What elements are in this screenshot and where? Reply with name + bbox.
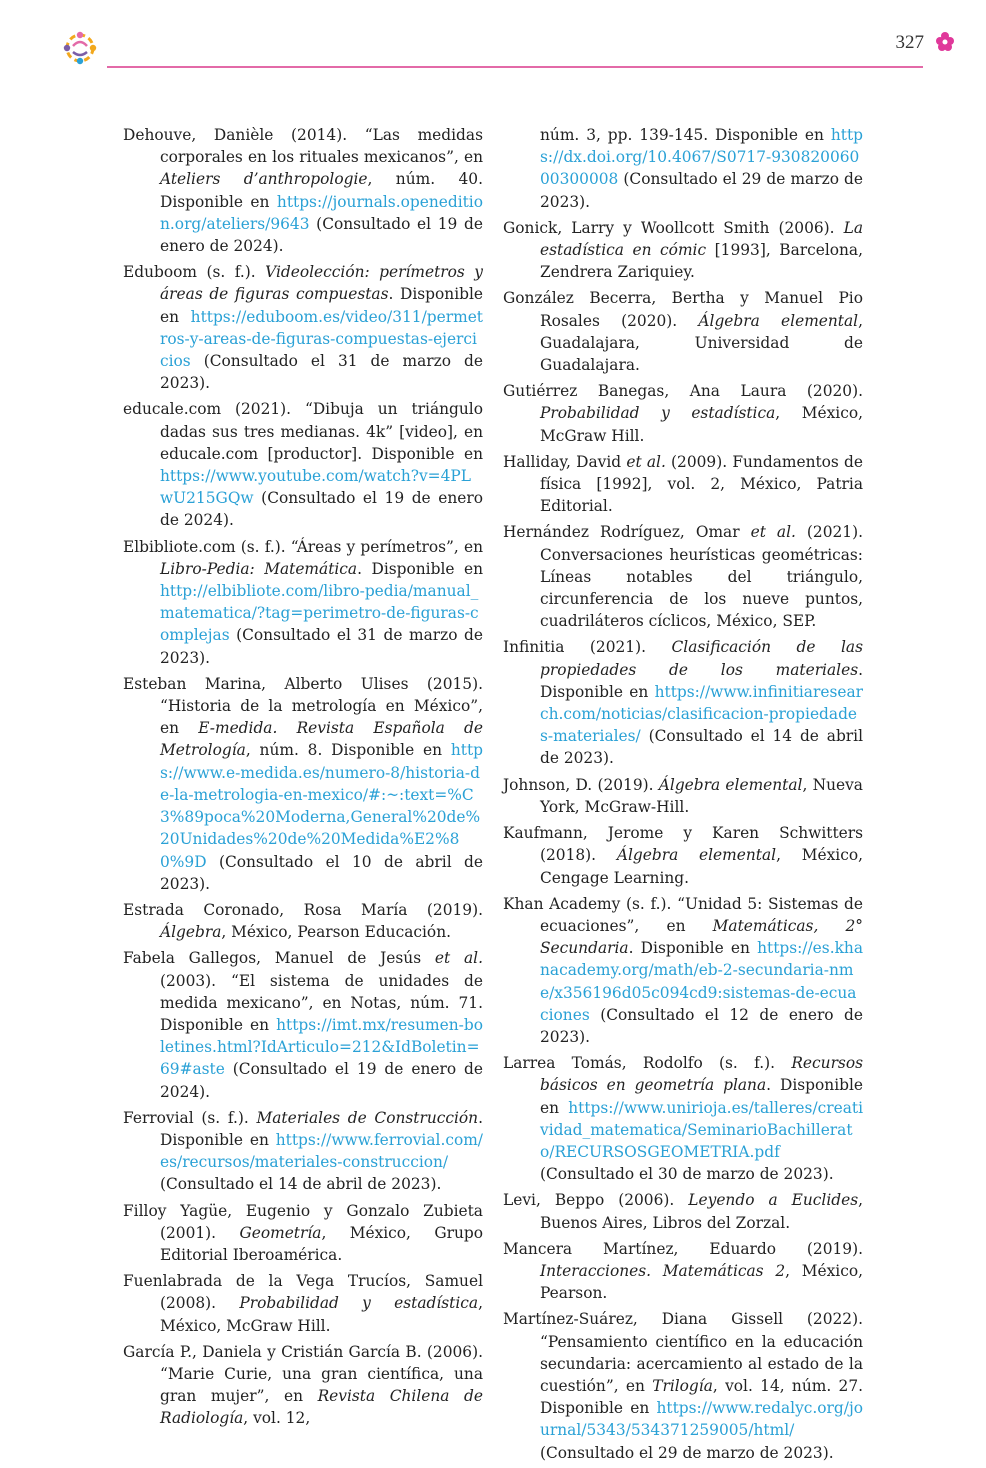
reference-text: . Disponible en [540, 660, 863, 701]
reference-text: Dehouve, Danièle (2014). “Las medidas corporales en los rituales mexicanos”, en [123, 126, 483, 167]
reference-text: (2021). Conversaciones heurísticas geométricas: Líneas notables del triángulo, circunferencia de los nueve puntos, cuadriláteros cíclicos, México, SEP. [540, 523, 863, 631]
reference-link[interactable]: https://www.redalyc.org/journal/5343/534371259005/html/ [540, 1399, 863, 1440]
reference-entry [503, 124, 863, 213]
reference-text: , México, McGraw Hill. [540, 404, 863, 445]
reference-text: Infinitia (2021). [503, 638, 672, 657]
reference-title: Álgebra elemental [616, 846, 777, 865]
reference-text: Gonick, Larry y Woollcott Smith (2006). [503, 218, 844, 237]
reference-text: , México, Pearson Educación. [221, 923, 451, 942]
reference-text: , México, Cengage Learning. [540, 846, 863, 887]
reference-text: Kaufmann, Jerome y Karen Schwitters (2018). [503, 824, 863, 865]
reference-entry [503, 380, 863, 447]
reference-text: Larrea Tomás, Rodolfo (s. f.). [503, 1054, 792, 1073]
reference-text: Hernández Rodríguez, Omar [503, 523, 751, 542]
reference-entry [123, 1107, 483, 1196]
reference-text: Esteban Marina, Alberto Ulises (2015). “Historia de la metrología en México”, en [123, 674, 483, 738]
reference-title: Libro-Pedia: Matemática [160, 559, 358, 578]
reference-entry [503, 893, 863, 1048]
reference-link[interactable]: https://journals.openedition.org/ateliers/9643 [160, 192, 483, 233]
reference-text: (Consultado el 30 de marzo de 2023). [540, 1165, 834, 1184]
reference-text: Mancera Martínez, Eduardo (2019). [503, 1239, 863, 1258]
reference-link[interactable]: https://www.unirioja.es/talleres/creatividad_matematica/SeminarioBachillerato/RECURSOSGEOMETRIA.pdf [540, 1098, 863, 1161]
reference-title: Leyendo a Euclides [688, 1191, 859, 1210]
reference-title: La estadística en cómic [540, 218, 863, 260]
reference-text: Johnson, D. (2019). [503, 775, 659, 794]
reference-text: educale.com (2021). “Dibuja un triángulo dadas sus tres medianas. 4k” [video], en educale.com [productor]. Disponible en [123, 400, 483, 463]
reference-title: Matemáticas, 2° Secundaria [540, 916, 863, 958]
reference-text: (Consultado el 29 de marzo de 2023). [540, 170, 863, 211]
reference-text: . Disponible en [160, 285, 484, 326]
reference-text: González Becerra, Bertha y Manuel Pio Rosales (2020). [503, 289, 863, 330]
reference-text: Filloy Yagüe, Eugenio y Gonzalo Zubieta (2001). [123, 1201, 483, 1242]
reference-entry [123, 1200, 483, 1267]
reference-entry [503, 636, 863, 769]
reference-text: (Consultado el 14 de abril de 2023). [160, 1175, 442, 1194]
reference-text: García P., Daniela y Cristián García B. (2006). “Marie Curie, una gran científica, una gran mujer”, en [123, 1342, 483, 1406]
reference-link[interactable]: https://dx.doi.org/10.4067/S0717-93082006000300008 [540, 126, 863, 189]
reference-title: Álgebra elemental [658, 775, 803, 794]
reference-text: (Consultado el 19 de enero de 2024). [160, 214, 483, 256]
reference-entry [123, 673, 483, 895]
reference-title: et al. [434, 949, 483, 968]
reference-title: Materiales de Construcción [256, 1108, 479, 1127]
reference-text: . Disponible en [540, 1076, 864, 1117]
reference-entry [123, 947, 483, 1102]
reference-text: , vol. 12, [243, 1409, 311, 1428]
reference-text: , Guadalajara, Universidad de Guadalajara. [540, 311, 863, 375]
reference-text: , México, McGraw Hill. [160, 1294, 483, 1335]
references-left-column [123, 124, 483, 1434]
reference-text: Halliday, David [503, 452, 627, 471]
reference-text: (Consultado el 19 de enero de 2024). [160, 489, 483, 530]
reference-entry [503, 217, 863, 284]
reference-entry [123, 1341, 483, 1430]
reference-text: , México, Pearson. [540, 1261, 863, 1303]
reference-entry [503, 774, 863, 818]
reference-text: (Consultado el 10 de abril de 2023). [160, 852, 483, 893]
header-rule [107, 66, 923, 68]
reference-link[interactable]: https://www.e-medida.es/numero-8/historia-de-la-metrologia-en-mexico/#:~:text=%C3%89poca%20Moderna,General%20de%20Unidades%20de%20Medida%E2%80%9D [160, 741, 483, 871]
reference-entry [123, 124, 483, 257]
reference-text: , Nueva York, McGraw-Hill. [540, 775, 863, 816]
reference-text: (Consultado el 19 de enero de 2024). [160, 1060, 483, 1101]
reference-title: Recursos básicos en geometría plana [540, 1054, 863, 1095]
reference-title: Álgebra elemental [698, 311, 859, 330]
reference-text: , núm. 40. Disponible en [160, 170, 483, 211]
reference-text: , Buenos Aires, Libros del Zorzal. [540, 1191, 864, 1232]
reference-text: Khan Academy (s. f.). “Unidad 5: Sistemas de ecuaciones”, en [503, 894, 863, 935]
reference-title: Clasificación de las propiedades de los materiales [540, 638, 864, 679]
reference-text: (Consultado el 14 de abril de 2023). [540, 727, 863, 768]
reference-title: E-medida. Revista Española de Metrología [160, 719, 483, 760]
reference-text: núm. 3, pp. 139-145. Disponible en [540, 126, 831, 144]
reference-text: (Consultado el 12 de enero de 2023). [540, 1005, 863, 1046]
reference-entry [503, 822, 863, 889]
reference-text: Levi, Beppo (2006). [503, 1191, 689, 1210]
logo-icon [58, 26, 102, 70]
references-right-column [503, 124, 863, 1468]
reference-title: et al. [750, 523, 796, 542]
reference-title: Probabilidad y estadística [540, 404, 776, 423]
reference-text: , México, Grupo Editorial Iberoamérica. [160, 1223, 483, 1264]
reference-text: , vol. 14, núm. 27. Disponible en [540, 1376, 864, 1418]
reference-entry [503, 521, 863, 632]
reference-link[interactable]: http://elbibliote.com/libro-pedia/manual_matematica/?tag=perimetro-de-figuras-complejas [160, 582, 479, 645]
reference-link[interactable]: https://www.infinitiaresearch.com/noticias/clasificacion-propiedades-materiales/ [540, 682, 863, 746]
flower-icon [934, 30, 956, 52]
reference-text: (Consultado el 29 de marzo de 2023). [540, 1443, 834, 1462]
reference-title: Álgebra [160, 923, 222, 942]
reference-text: , núm. 8. Disponible en [245, 741, 451, 760]
reference-entry [503, 1308, 863, 1463]
reference-title: et al. [626, 452, 666, 471]
reference-text: Ferrovial (s. f.). [123, 1108, 257, 1127]
reference-entry [503, 451, 863, 518]
reference-link[interactable]: https://eduboom.es/video/311/permetros-y-areas-de-figuras-compuestas-ejercicios [160, 307, 483, 371]
reference-text: Gutiérrez Banegas, Ana Laura (2020). [503, 382, 863, 401]
reference-entry [503, 1052, 863, 1185]
reference-title: Interacciones. Matemáticas 2 [540, 1261, 786, 1280]
reference-entry [123, 398, 483, 531]
reference-text: (2009). Fundamentos de física [1992], vol. 2, México, Patria Editorial. [540, 452, 863, 516]
reference-title: Trilogía [652, 1376, 713, 1395]
reference-entry [123, 899, 483, 943]
reference-link[interactable]: https://www.ferrovial.com/es/recursos/materiales-construccion/ [160, 1130, 483, 1172]
reference-entry [123, 1270, 483, 1337]
reference-text: Fabela Gallegos, Manuel de Jesús [123, 949, 435, 968]
reference-link[interactable]: https://es.khanacademy.org/math/eb-2-secundaria-nme/x356196d05c094cd9:sistemas-de-ecuaciones [540, 939, 863, 1024]
reference-text: (Consultado el 31 de marzo de 2023). [160, 352, 483, 393]
reference-title: Ateliers d’anthropologie [160, 170, 368, 189]
reference-entry [503, 1238, 863, 1305]
reference-text: Fuenlabrada de la Vega Trucíos, Samuel (2008). [123, 1272, 483, 1313]
reference-text: Martínez-Suárez, Diana Gissell (2022). “Pensamiento científico en la educación secundaria: acercamiento al estado de la cuestión”, en [503, 1310, 863, 1395]
reference-text: [1993], Barcelona, Zendrera Zariquiey. [540, 241, 863, 282]
reference-link[interactable]: https://www.youtube.com/watch?v=4PLwU215GQw [160, 467, 471, 508]
reference-entry [503, 287, 863, 376]
reference-entry [503, 1189, 863, 1233]
reference-text: Eduboom (s. f.). [123, 263, 266, 282]
reference-text: Elbibliote.com (s. f.). “Áreas y perímetros”, en [123, 537, 483, 556]
reference-text: Estrada Coronado, Rosa María (2019). [123, 900, 483, 919]
reference-entry [123, 536, 483, 669]
reference-link[interactable]: https://imt.mx/resumen-boletines.html?IdArticulo=212&IdBoletin=69#aste [160, 1015, 483, 1079]
reference-text: (Consultado el 31 de marzo de 2023). [160, 626, 483, 667]
reference-title: Videolección: perímetros y áreas de figuras compuestas [160, 263, 483, 304]
page-number: 327 [895, 32, 924, 53]
reference-title: Revista Chilena de Radiología [160, 1387, 484, 1428]
reference-entry [123, 261, 483, 394]
reference-text: (2003). “El sistema de unidades de medida mexicano”, en Notas, núm. 71. Disponible en [160, 971, 483, 1034]
reference-text: . Disponible en [628, 939, 758, 958]
reference-text: . Disponible en [160, 1108, 483, 1149]
reference-title: Geometría [239, 1223, 322, 1242]
reference-title: Probabilidad y estadística [239, 1294, 479, 1313]
reference-text: . Disponible en [357, 559, 483, 578]
